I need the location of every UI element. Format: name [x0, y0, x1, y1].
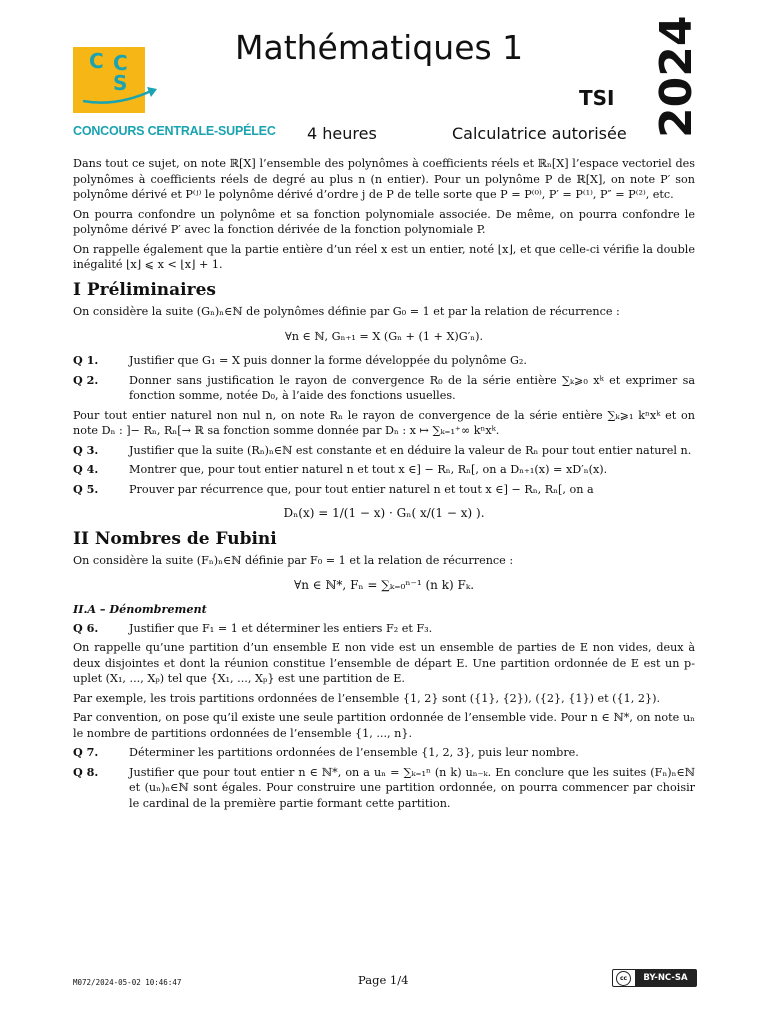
- question-label: Q 3.: [73, 442, 99, 457]
- paragraph: Par convention, on pose qu’il existe une seule partition ordonnée de l’ensemble vide. Pour n ∈ ℕ*, on note uₙ le nombre de partitions ordonnées de l’ensemble {1, ..., n}.: [73, 711, 695, 740]
- question-text: Déterminer les partitions ordonnées de l’ensemble {1, 2, 3}, puis leur nombre.: [129, 746, 579, 759]
- license-text: BY-NC-SA: [635, 970, 696, 986]
- question-text: Montrer que, pour tout entier naturel n et tout x ∈] − Rₙ, Rₙ[, on a Dₙ₊₁(x) = xD′ₙ(x).: [129, 463, 608, 476]
- question-label: Q 8.: [73, 764, 99, 779]
- question-label: Q 2.: [73, 372, 99, 387]
- question-label: Q 6.: [73, 620, 99, 635]
- intro-paragraph: On pourra confondre un polynôme et sa fonction polynomiale associée. De même, on pourra confondre le polynôme dérivé P′ avec la fonction dérivée de la fonction polynomiale P.: [73, 207, 695, 236]
- year-label: 2024: [651, 15, 702, 138]
- organizer-name: CONCOURS CENTRALE-SUPÉLEC: [73, 124, 276, 138]
- question-label: Q 7.: [73, 745, 99, 759]
- equation: ∀n ∈ ℕ, Gₙ₊₁ = X (Gₙ + (1 + X)G′ₙ).: [284, 329, 484, 343]
- paragraph: Pour tout entier naturel non nul n, on note Rₙ le rayon de convergence de la série entière ∑ₖ⩾₁ kⁿxᵏ et on note Dₙ : ]− Rₙ, Rₙ[→ ℝ sa fonction somme donnée par Dₙ : x ↦ ∑ₖ₌₁⁺∞ kⁿxᵏ.: [73, 408, 695, 437]
- track-label: TSI: [579, 86, 615, 110]
- question: [73, 443, 695, 459]
- intro-paragraph: On rappelle également que la partie entière d’un réel x est un entier, noté ⌊x⌋, et que celle-ci vérifie la double inégalité ⌊x⌋ ⩽ x < ⌊x⌋ + 1.: [73, 242, 695, 271]
- cc-icon: cc: [616, 971, 631, 986]
- question: [73, 482, 695, 498]
- question-text: Justifier que G₁ = X puis donner la forme développée du polynôme G₂.: [129, 354, 527, 367]
- question-text: Prouver par récurrence que, pour tout entier naturel n et tout x ∈] − Rₙ, Rₙ[, on a: [129, 482, 594, 496]
- section-title: II Nombres de Fubini: [73, 528, 277, 549]
- question: [73, 462, 695, 478]
- subsection-title: II.A – Dénombrement: [73, 602, 207, 616]
- logo-letter: C: [89, 49, 104, 73]
- page-title: Mathématiques 1: [235, 28, 524, 67]
- logo-letter: C: [113, 51, 128, 75]
- logo-swoosh: [81, 85, 161, 109]
- section-intro: On considère la suite (Gₙ)ₙ∈ℕ de polynômes définie par G₀ = 1 et par la relation de récurrence :: [73, 305, 620, 318]
- question: [73, 621, 695, 637]
- section-title: I Préliminaires: [73, 279, 216, 300]
- question-text: Justifier que la suite (Rₙ)ₙ∈ℕ est constante et en déduire la valeur de Rₙ pour tout entier naturel n.: [129, 443, 692, 457]
- paragraph: On rappelle qu’une partition d’un ensemble E non vide est un ensemble de parties de E non vides, deux à deux disjointes et dont la réunion constitue l’ensemble de départ E. Une partition ordonnée de E est un p-uplet (X₁, ..., Xₚ) tel que {X₁, ..., Xₚ} est une partition de E.: [73, 641, 695, 685]
- document-code: M072/2024-05-02 10:46:47: [73, 978, 182, 987]
- question: [73, 353, 695, 369]
- duration-label: 4 heures: [307, 124, 377, 143]
- logo: [73, 47, 145, 113]
- question-text: Donner sans justification le rayon de convergence R₀ de la série entière ∑ₖ⩾₀ xᵏ et exprimer sa fonction somme, notée D₀, à l’aide des fonctions usuelles.: [129, 373, 695, 402]
- question-label: Q 1.: [73, 353, 99, 367]
- exam-content: [73, 156, 695, 815]
- page-number: Page 1/4: [358, 973, 409, 987]
- question-text: Justifier que F₁ = 1 et déterminer les entiers F₂ et F₃.: [129, 621, 433, 635]
- question: [73, 373, 695, 404]
- question: [73, 745, 695, 761]
- section-intro: On considère la suite (Fₙ)ₙ∈ℕ définie par F₀ = 1 et la relation de récurrence :: [73, 554, 514, 567]
- question-label: Q 4.: [73, 462, 99, 476]
- question-label: Q 5.: [73, 481, 99, 496]
- equation: Dₙ(x) = 1/(1 − x) · Gₙ( x/(1 − x) ).: [283, 506, 485, 520]
- logo-letter: S: [113, 71, 128, 95]
- equation: ∀n ∈ ℕ*, Fₙ = ∑ₖ₌₀ⁿ⁻¹ (n k) Fₖ.: [293, 577, 475, 592]
- question-text: Justifier que pour tout entier n ∈ ℕ*, on a uₙ = ∑ₖ₌₁ⁿ (n k) uₙ₋ₖ. En conclure que les suites (Fₙ)ₙ∈ℕ et (uₙ)ₙ∈ℕ sont égales. Pour construire une partition ordonnée, on pourra commencer par choisir le cardinal de la première partie formant cette partition.: [129, 765, 695, 810]
- license-badge: [612, 969, 697, 987]
- question: [73, 765, 695, 812]
- intro-paragraph: Dans tout ce sujet, on note ℝ[X] l’ensemble des polynômes à coefficients réels et ℝₙ[X] l’espace vectoriel des polynômes à coefficients réels de degré au plus n (n entier). Pour un polynôme P de ℝ[X], on note P′ son polynôme dérivé et P⁽ʲ⁾ le polynôme dérivé d’ordre j de P de telle sorte que P = P⁽⁰⁾, P′ = P⁽¹⁾, P″ = P⁽²⁾, etc.: [73, 157, 695, 201]
- calculator-label: Calculatrice autorisée: [452, 124, 627, 143]
- paragraph: Par exemple, les trois partitions ordonnées de l’ensemble {1, 2} sont ({1}, {2}), ({2}, {1}) et ({1, 2}).: [73, 691, 661, 705]
